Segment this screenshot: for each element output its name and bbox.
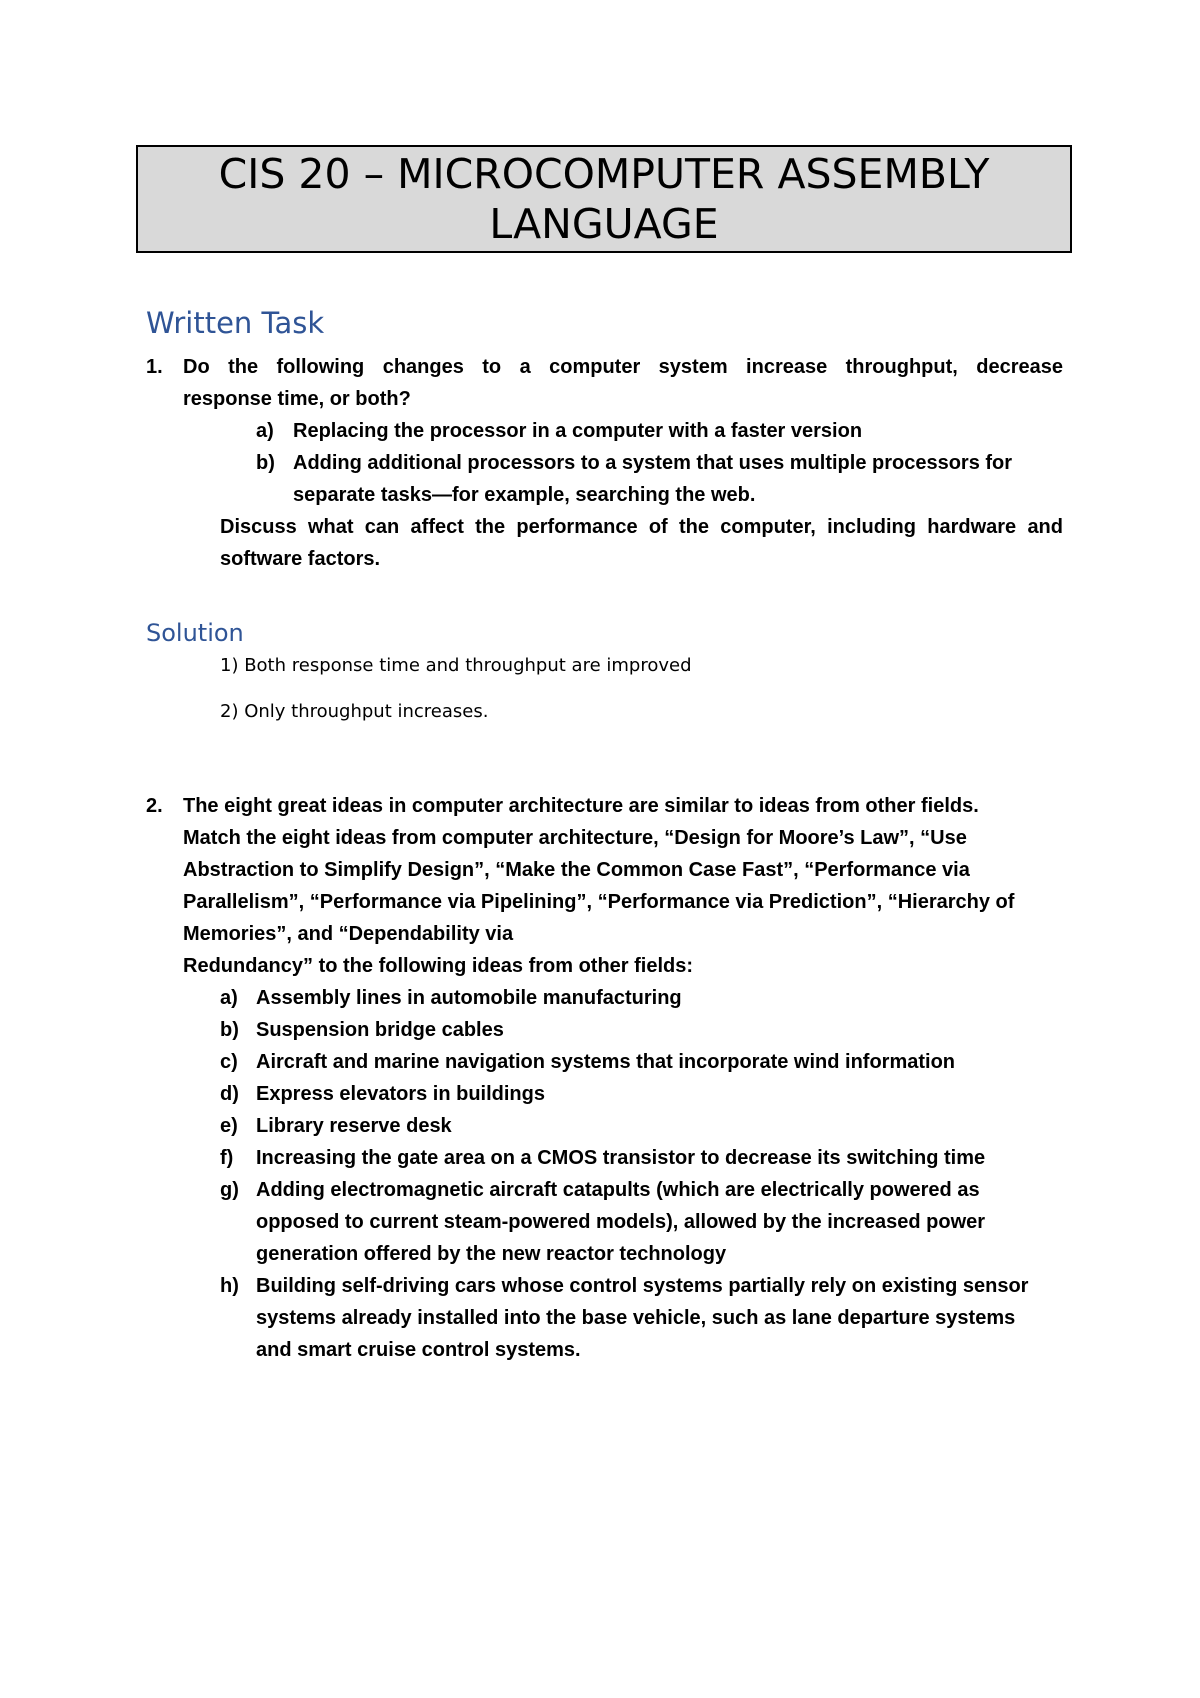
q2-item-g-text-line-3: generation offered by the new reactor technology xyxy=(256,1243,727,1265)
q1-item-a-text: Replacing the processor in a computer with a faster version xyxy=(293,420,863,442)
solution-heading: Solution xyxy=(146,619,244,647)
q1-discuss-line-1: Discuss what can affect the performance of the computer, including hardware and xyxy=(220,516,1063,538)
solution-line-1: 1) Both response time and throughput are improved xyxy=(220,655,692,676)
q1-item-b-text-line-1: Adding additional processors to a system that uses multiple processors for xyxy=(293,452,1013,474)
solution-line-2: 2) Only throughput increases. xyxy=(220,701,489,722)
q2-item-f-text: Increasing the gate area on a CMOS transistor to decrease its switching time xyxy=(256,1147,986,1169)
q2-item-e-marker: e) xyxy=(220,1115,238,1137)
q1-item-a-marker: a) xyxy=(256,420,274,442)
q2-line-1: The eight great ideas in computer architecture are similar to ideas from other fields. xyxy=(183,795,979,817)
q2-item-c-text: Aircraft and marine navigation systems that incorporate wind information xyxy=(256,1051,956,1073)
q1-line-1: Do the following changes to a computer system increase throughput, decrease xyxy=(183,356,1063,378)
q2-item-b-text: Suspension bridge cables xyxy=(256,1019,504,1041)
q1-item-b-marker: b) xyxy=(256,452,275,474)
q2-item-a-text: Assembly lines in automobile manufacturing xyxy=(256,987,682,1009)
q2-item-h-text-line-1: Building self-driving cars whose control systems partially rely on existing sensor xyxy=(256,1275,1029,1297)
document-title-line-1: CIS 20 – MICROCOMPUTER ASSEMBLY xyxy=(218,150,990,198)
q1-item-b-text-line-2: separate tasks—for example, searching the web. xyxy=(293,484,756,506)
q2-line-4: Parallelism”, “Performance via Pipelining”, “Performance via Prediction”, “Hierarchy of xyxy=(183,891,1015,913)
q2-item-h-text-line-3: and smart cruise control systems. xyxy=(256,1339,581,1361)
q1-number: 1. xyxy=(146,356,163,378)
q2-line-6: Redundancy” to the following ideas from other fields: xyxy=(183,955,694,977)
q2-item-b-marker: b) xyxy=(220,1019,239,1041)
q2-number: 2. xyxy=(146,795,163,817)
q2-line-2: Match the eight ideas from computer architecture, “Design for Moore’s Law”, “Use xyxy=(183,827,967,849)
q2-item-h-marker: h) xyxy=(220,1275,239,1297)
q2-item-g-text-line-2: opposed to current steam-powered models), allowed by the increased power xyxy=(256,1211,986,1233)
q2-line-5: Memories”, and “Dependability via xyxy=(183,923,514,945)
written-task-heading: Written Task xyxy=(146,306,325,340)
q2-item-f-marker: f) xyxy=(220,1147,234,1169)
q2-item-g-text-line-1: Adding electromagnetic aircraft catapults (which are electrically powered as xyxy=(256,1179,980,1201)
q2-item-e-text: Library reserve desk xyxy=(256,1115,452,1137)
q2-item-c-marker: c) xyxy=(220,1051,238,1073)
q2-item-g-marker: g) xyxy=(220,1179,239,1201)
q2-item-h-text-line-2: systems already installed into the base vehicle, such as lane departure systems xyxy=(256,1307,1016,1329)
q2-item-a-marker: a) xyxy=(220,987,238,1009)
document-title-box xyxy=(136,145,1072,253)
document-title-line-2: LANGUAGE xyxy=(489,200,719,248)
q2-line-3: Abstraction to Simplify Design”, “Make the Common Case Fast”, “Performance via xyxy=(183,859,970,881)
q2-item-d-marker: d) xyxy=(220,1083,239,1105)
q2-item-d-text: Express elevators in buildings xyxy=(256,1083,545,1105)
q1-discuss-line-2: software factors. xyxy=(220,548,381,570)
q1-line-2: response time, or both? xyxy=(183,388,411,410)
